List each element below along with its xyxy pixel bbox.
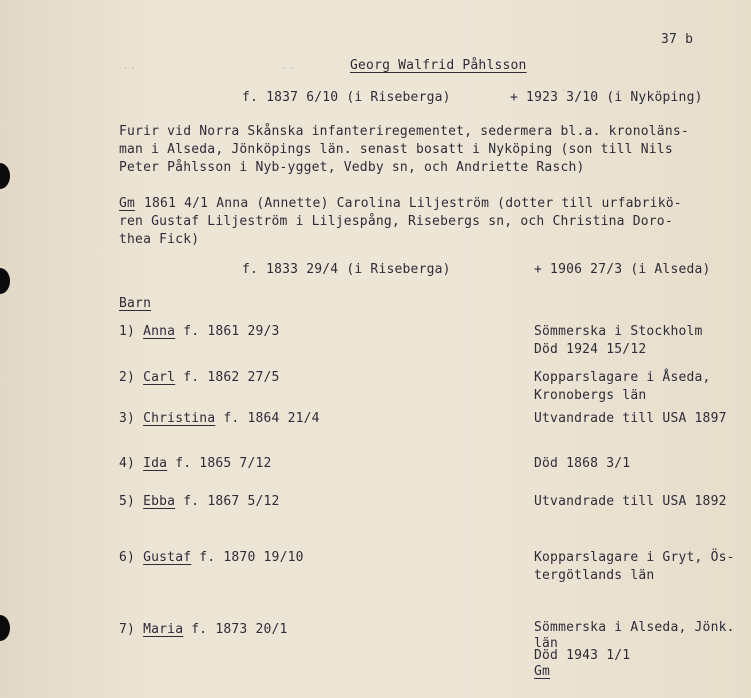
birth-date: f. 1837 6/10 (i Riseberga) xyxy=(242,90,451,105)
child-birth: f. 1873 20/1 xyxy=(191,622,288,637)
child-note: Död 1924 15/12 xyxy=(534,342,647,357)
page-number: 37 b xyxy=(661,32,694,47)
child-number: 4) xyxy=(119,456,136,471)
child-name: Ida xyxy=(143,456,168,471)
child-note: län xyxy=(534,636,559,651)
child-entry xyxy=(119,411,320,426)
child-name: Ebba xyxy=(143,494,176,509)
binder-hole xyxy=(0,615,10,641)
marriage-line: ren Gustaf Liljeström i Liljespång, Risebergs sn, och Christina Doro- xyxy=(119,214,673,229)
binder-hole xyxy=(0,268,10,294)
child-birth: f. 1867 5/12 xyxy=(183,494,280,509)
child-birth: f. 1870 19/10 xyxy=(199,550,304,565)
child-note: Kronobergs län xyxy=(534,388,647,403)
child-note: Kopparslagare i Gryt, Ös- xyxy=(534,550,735,565)
child-number: 2) xyxy=(119,370,136,385)
child-note: Kopparslagare i Åseda, xyxy=(534,370,711,385)
child-note: Utvandrade till USA 1897 xyxy=(534,411,727,426)
child-name: Maria xyxy=(143,622,184,637)
show-through: . . xyxy=(560,80,589,94)
spouse-birth: f. 1833 29/4 (i Riseberga) xyxy=(242,262,451,277)
show-through: .. .. xyxy=(122,58,296,72)
child-number: 3) xyxy=(119,411,136,426)
marriage-line: thea Fick) xyxy=(119,232,200,247)
child-entry xyxy=(119,550,304,565)
child-entry xyxy=(119,622,288,637)
child-name: Christina xyxy=(143,411,216,426)
child-name: Carl xyxy=(143,370,176,385)
child-note: Sömmerska i Stockholm xyxy=(534,324,703,339)
child-birth: f. 1864 21/4 xyxy=(223,411,320,426)
child-birth: f. 1865 7/12 xyxy=(175,456,272,471)
spouse-death: + 1906 27/3 (i Alseda) xyxy=(534,262,711,277)
children-heading: Barn xyxy=(119,296,152,311)
child-entry xyxy=(119,494,280,509)
child-number: 1) xyxy=(119,324,136,339)
child-entry xyxy=(119,324,280,339)
bio-line: Furir vid Norra Skånska infanteriregementet, sedermera bl.a. kronoläns- xyxy=(119,124,689,139)
child-entry xyxy=(119,370,280,385)
marriage-line: 1861 4/1 Anna (Annette) Carolina Liljeström (dotter till urfabrikö- xyxy=(144,196,682,211)
child-entry xyxy=(119,456,272,471)
child-note: Död 1868 3/1 xyxy=(534,456,631,471)
marriage-label: Gm xyxy=(119,196,136,211)
child-birth: f. 1862 27/5 xyxy=(183,370,280,385)
child-note: tergötlands län xyxy=(534,568,655,583)
child-number: 5) xyxy=(119,494,136,509)
child-note: Utvandrade till USA 1892 xyxy=(534,494,727,509)
child-note: Sömmerska i Alseda, Jönk. xyxy=(534,620,735,635)
child-name: Anna xyxy=(143,324,176,339)
child-number: 6) xyxy=(119,550,136,565)
child-name: Gustaf xyxy=(143,550,192,565)
child-note: Död 1943 1/1 xyxy=(534,648,631,663)
child-birth: f. 1861 29/3 xyxy=(183,324,280,339)
page-title: Georg Walfrid Påhlsson xyxy=(350,58,527,73)
death-date: + 1923 3/10 (i Nyköping) xyxy=(510,90,703,105)
child-note: Gm xyxy=(534,664,551,679)
bio-line: man i Alseda, Jönköpings län. senast bosatt i Nyköping (son till Nils xyxy=(119,142,673,157)
binder-hole xyxy=(0,163,10,189)
child-number: 7) xyxy=(119,622,136,637)
bio-line: Peter Påhlsson i Nyb-ygget, Vedby sn, och Andriette Rasch) xyxy=(119,160,585,175)
